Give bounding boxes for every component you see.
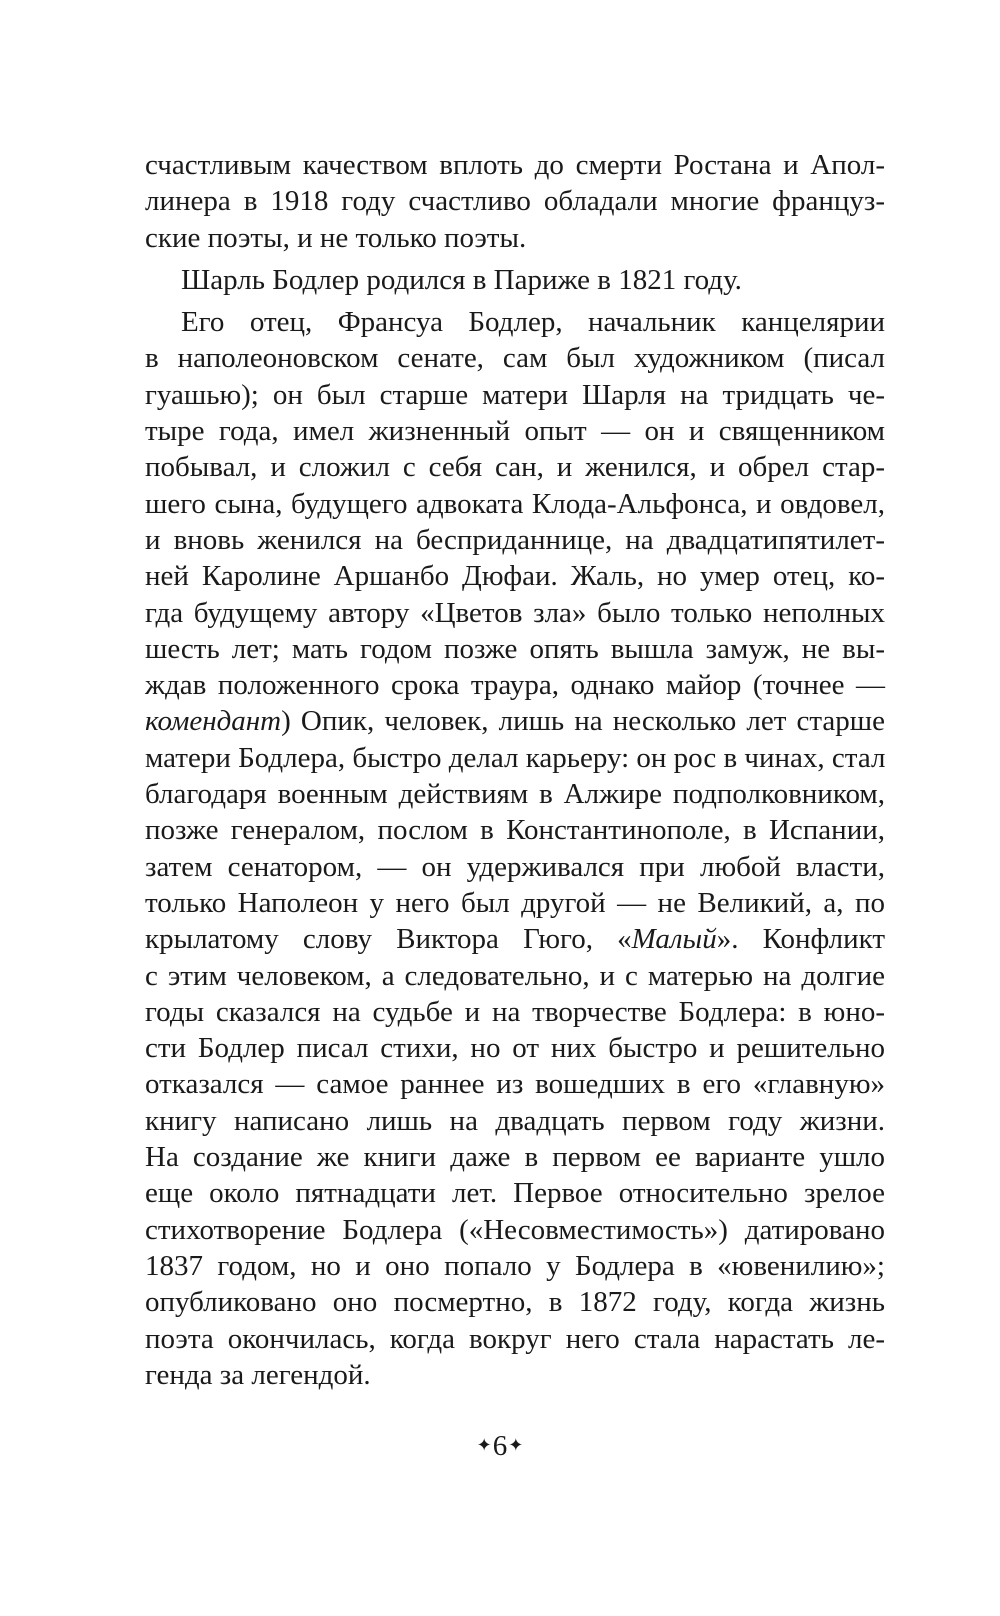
text-line: отказался — самое раннее из вошедших в его «главную» — [145, 1068, 885, 1101]
text-line: ские поэты, и не только поэты. — [145, 221, 527, 254]
text-fragment: крылатому слову Виктора Гюго, « — [145, 923, 632, 956]
page-number-value: 6 — [492, 1430, 508, 1462]
ornament-star-icon: ✦ — [476, 1435, 492, 1455]
text-line: линера в 1918 году счастливо обладали многие француз- — [145, 185, 885, 218]
italic-word: комендант — [145, 705, 282, 738]
text-line: с этим человеком, а следовательно, и с матерью на долгие — [145, 959, 885, 992]
text-line: книгу написано лишь на двадцать первом году жизни. — [145, 1104, 885, 1137]
text-line: стихотворение Бодлера («Несовместимость») датировано — [145, 1213, 885, 1246]
text-line: Его отец, Франсуа Бодлер, начальник канцелярии — [181, 306, 885, 339]
text-line: побывал, и сложил с себя сан, и женился, и обрел стар- — [145, 451, 885, 484]
text-line: сти Бодлер писал стихи, но от них быстро и решительно — [145, 1032, 885, 1065]
italic-word: Малый — [631, 923, 717, 956]
text-line: еще около пятнадцати лет. Первое относительно зрелое — [145, 1177, 885, 1210]
text-line: годы сказался на судьбе и на творчестве Бодлера: в юно- — [145, 995, 885, 1028]
text-line: шего сына, будущего адвоката Клода-Альфонса, и овдовел, — [145, 487, 885, 520]
text-line: гда будущему автору «Цветов зла» было только неполных — [145, 596, 885, 629]
text-line: 1837 годом, но и оно попало у Бодлера в «ювенилию»; — [145, 1249, 885, 1282]
text-line: Шарль Бодлер родился в Париже в 1821 году. — [181, 263, 742, 296]
text-line: поэта окончилась, когда вокруг него стала нарастать ле- — [145, 1322, 885, 1355]
text-line: и вновь женился на бесприданнице, на двадцатипятилет- — [145, 523, 885, 556]
text-fragment: ) Опик, человек, лишь на несколько лет старше — [281, 705, 885, 738]
text-line — [145, 921, 885, 957]
text-line: На создание же книги даже в первом ее варианте ушло — [145, 1141, 885, 1174]
text-line: тыре года, имел жизненный опыт — он и священником — [145, 415, 885, 448]
text-line: только Наполеон у него был другой — не Великий, а, по — [145, 886, 885, 919]
text-line: шесть лет; мать годом позже опять вышла замуж, не вы- — [145, 632, 885, 665]
text-line: в наполеоновском сенате, сам был художником (писал — [145, 342, 885, 375]
text-line — [145, 703, 885, 739]
text-line: ней Каролине Аршанбо Дюфаи. Жаль, но умер отец, ко- — [145, 560, 885, 593]
text-line: благодаря военным действиям в Алжире подполковником, — [145, 778, 885, 811]
body-text — [145, 147, 885, 1393]
text-line: генда за легендой. — [145, 1358, 371, 1391]
ornament-star-icon: ✦ — [508, 1435, 524, 1455]
text-line: позже генералом, послом в Константинополе, в Испании, — [145, 814, 885, 847]
text-line: гуашью); он был старше матери Шарля на тридцать че- — [145, 378, 885, 411]
text-line: ждав положенного срока траура, однако майор (точнее — — [145, 669, 885, 702]
text-line: матери Бодлера, быстро делал карьеру: он рос в чинах, стал — [145, 741, 886, 774]
text-line: опубликовано оно посмертно, в 1872 году, когда жизнь — [145, 1286, 885, 1319]
text-line: затем сенатором, — он удерживался при любой власти, — [145, 850, 885, 883]
text-fragment: ». Конфликт — [716, 923, 885, 956]
page-number — [0, 1428, 1000, 1467]
text-line: счастливым качеством вплоть до смерти Ростана и Апол- — [145, 149, 885, 181]
